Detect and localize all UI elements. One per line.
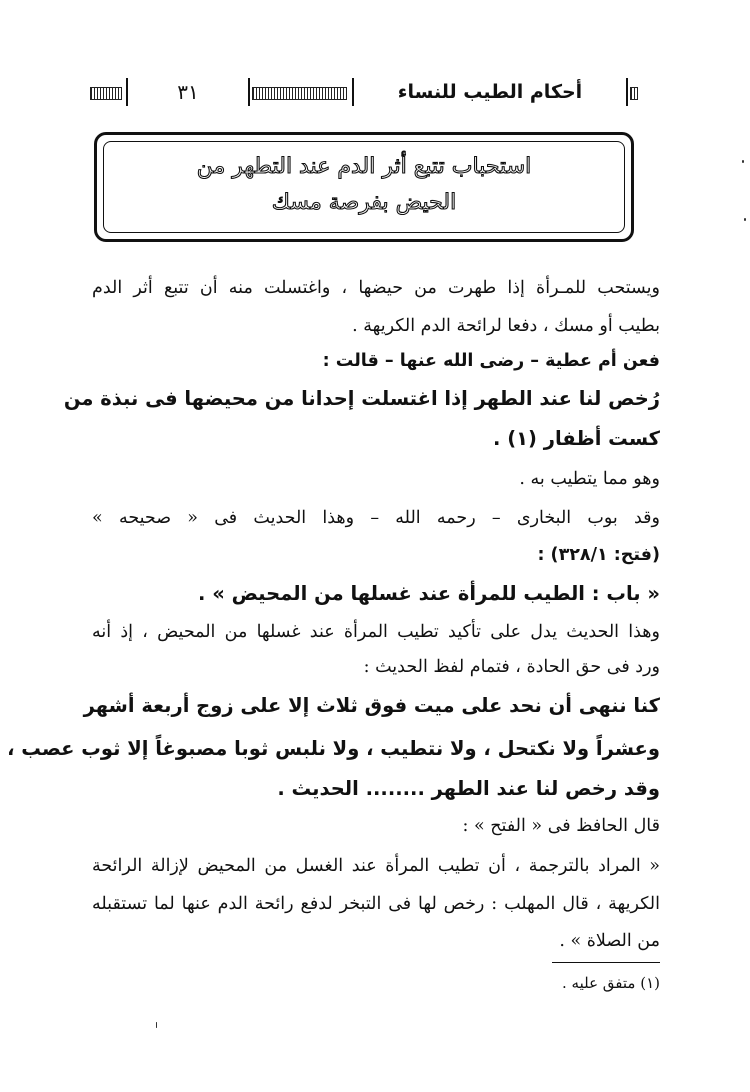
header-book-title: أحكام الطيب للنساء — [352, 78, 628, 106]
page-number: ٣١ — [126, 78, 250, 106]
body-line: « المراد بالترجمة ، أن تطيب المرأة عند الغسل من المحيض لإزالة الرائحة — [92, 856, 660, 876]
section-title-line-1: استحباب تتبع أثر الدم عند التطهر من — [196, 154, 532, 179]
body-line: وهذا الحديث يدل على تأكيد تطيب المرأة عند غسلها من المحيض ، إذ أنه — [92, 622, 660, 642]
hadith-text: وقد رخص لنا عند الطهر ........ الحديث . — [277, 777, 660, 800]
body-line: من الصلاة » . — [559, 931, 660, 951]
body-line: ورد فى حق الحادة ، فتمام لفظ الحديث : — [363, 657, 660, 677]
body-line: فعن أم عطية – رضى الله عنها – قالت : — [322, 351, 660, 371]
header-ornament-right — [630, 87, 638, 100]
body-line: (فتح: ٣٢٨/١) : — [537, 545, 660, 565]
scan-speck — [742, 160, 744, 163]
body-line: قال الحافظ فى « الفتح » : — [462, 816, 660, 836]
hadith-text: كنا ننهى أن نحد على ميت فوق ثلاث إلا على زوج أربعة أشهر — [83, 694, 660, 717]
body-line: ويستحب للمـرأة إذا طهرت من حيضها ، واغتسلت منه أن تتبع أثر الدم — [92, 278, 660, 298]
section-title-line-2: الحيض بفرصة مسك — [271, 190, 457, 215]
hadith-text: وعشراً ولا نكتحل ، ولا نتطيب ، ولا نلبس ثوبا مصبوغاً إلا ثوب عصب ، — [7, 737, 660, 760]
running-header — [90, 78, 638, 108]
section-title — [111, 149, 617, 221]
body-line: بطيب أو مسك ، دفعا لرائحة الدم الكريهة . — [352, 316, 660, 336]
scan-speck — [156, 1022, 157, 1028]
header-ornament-left — [90, 87, 122, 100]
chapter-heading-quote: « باب : الطيب للمرأة عند غسلها من المحيض » . — [198, 582, 660, 605]
hadith-text: كست أظفار (١) . — [493, 427, 660, 450]
footnote-separator — [552, 962, 660, 963]
scan-speck — [744, 218, 746, 221]
hadith-text: رُخص لنا عند الطهر إذا اغتسلت إحدانا من محيضها فى نبذة من — [63, 387, 660, 410]
body-line: وهو مما يتطيب به . — [519, 469, 660, 489]
body-line: الكريهة ، قال المهلب : رخص لها فى التبخر لدفع رائحة الدم عنها لما تستقبله — [92, 894, 660, 914]
header-ornament-middle — [252, 87, 347, 100]
body-line: وقد بوب البخارى – رحمه الله – وهذا الحديث فى « صحيحه » — [92, 508, 660, 528]
footnote: (١) متفق عليه . — [562, 974, 660, 992]
section-title-box — [94, 132, 634, 242]
